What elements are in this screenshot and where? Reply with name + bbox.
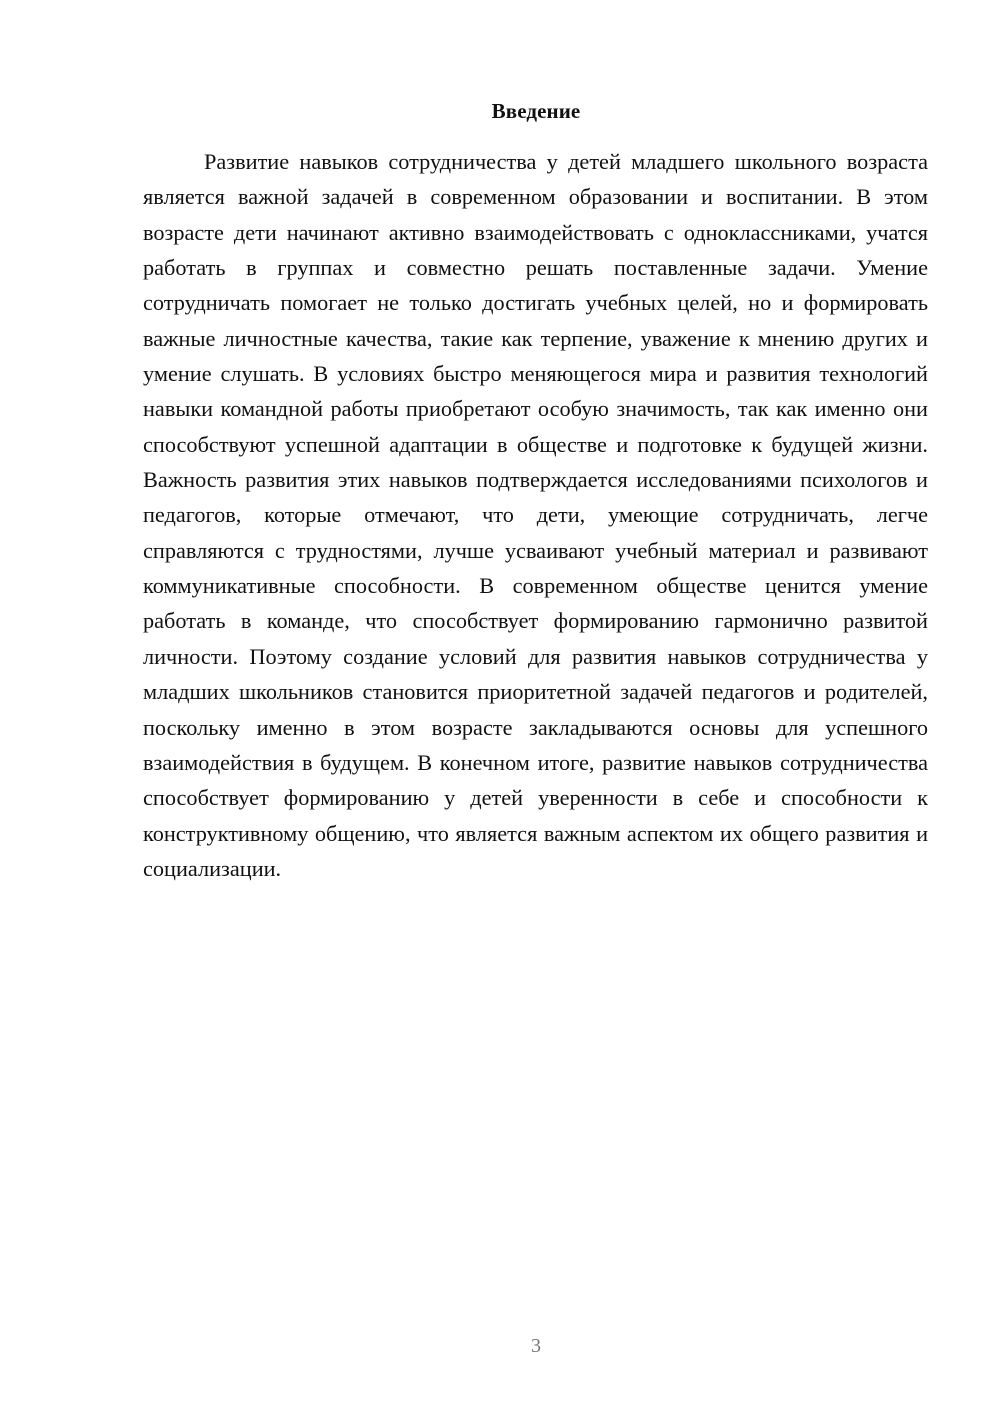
section-heading: Введение: [491, 99, 581, 123]
page-number: 3: [531, 1335, 541, 1357]
body-paragraph: Развитие навыков сотрудничества у детей младшего школьного возраста является важной задачей в современном образовании и воспитании. В этом возрасте дети начинают активно взаимодействовать с одноклассниками, учатся работать в группах и совместно решать поставленные задачи. Умение сотрудничать помогает не только достигать учебных целей, но и формировать важные личностные качества, такие как терпение, уважение к мнению других и умение слушать. В условиях быстро меняющегося мира и развития технологий навыки командной работы приобретают особую значимость, так как именно они способствуют успешной адаптации в обществе и подготовке к будущей жизни. Важность развития этих навыков подтверждается исследованиями психологов и педагогов, которые отмечают, что дети, умеющие сотрудничать, легче справляются с трудностями, лучше усваивают учебный материал и развивают коммуникативные способности. В современном обществе ценится умение работать в команде, что способствует формированию гармонично развитой личности. Поэтому создание условий для развития навыков сотрудничества у младших школьников становится приоритетной задачей педагогов и родителей, поскольку именно в этом возрасте закладываются основы для успешного взаимодействия в будущем. В конечном итоге, развитие навыков сотрудничества способствует формированию у детей уверенности в себе и способности к конструктивному общению, что является важным аспектом их общего развития и социализации.: [143, 149, 928, 881]
